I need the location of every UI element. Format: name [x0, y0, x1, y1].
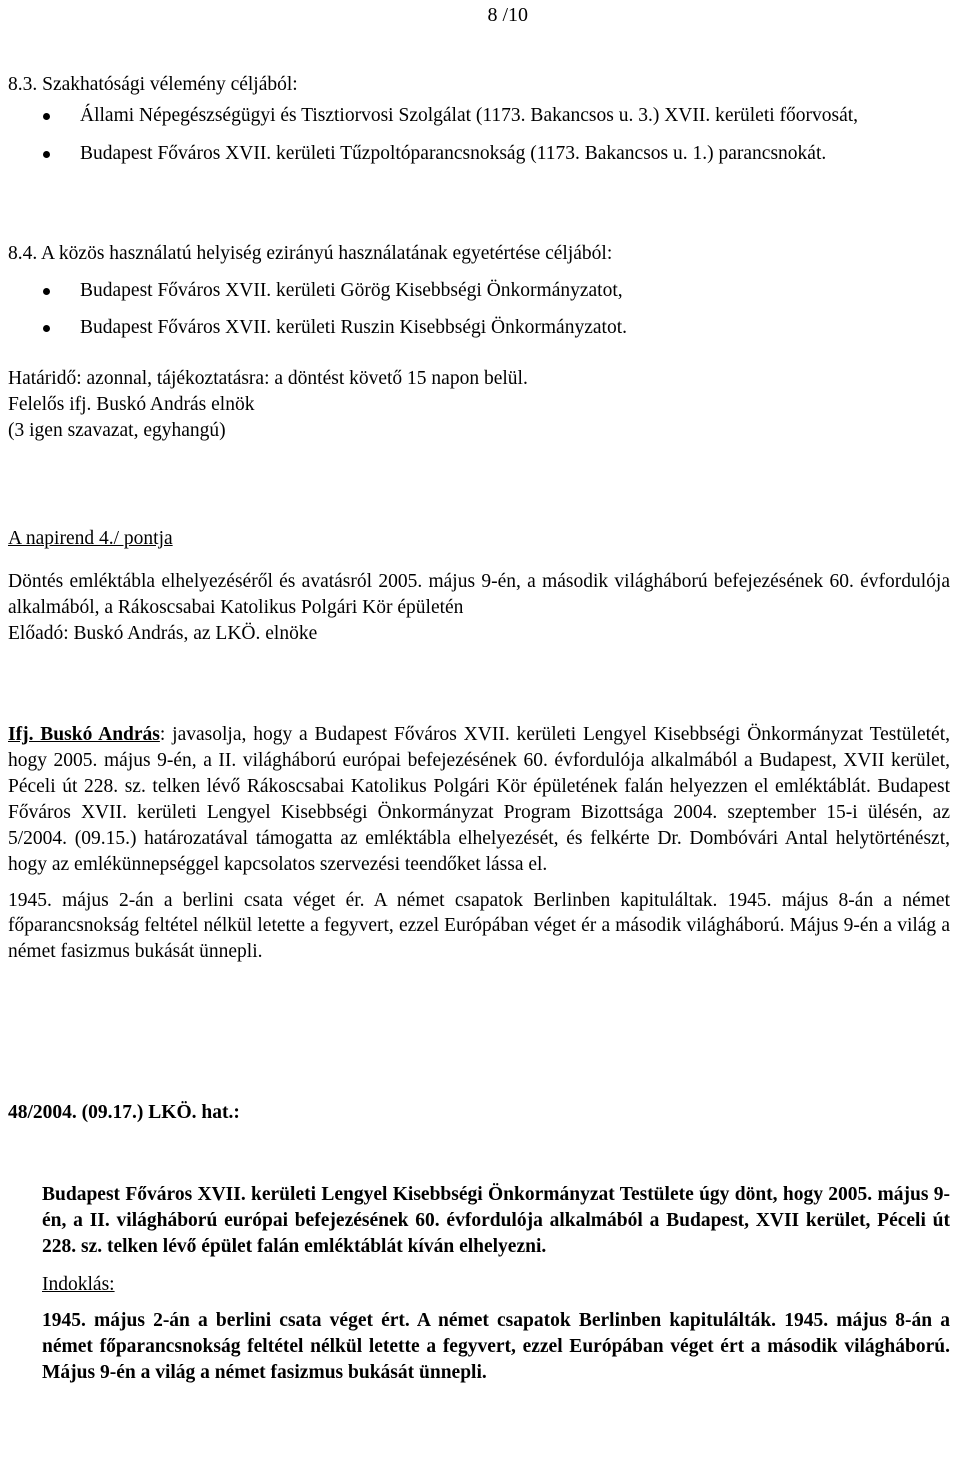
- section-8-4: [8, 241, 950, 341]
- deadline: Határidő: azonnal, tájékoztatásra: a döntést követő 15 napon belül.: [8, 368, 528, 389]
- justification: [8, 1272, 950, 1386]
- agenda-presenter: Előadó: Buskó András, az LKÖ. elnöke: [8, 622, 318, 644]
- item-number: [8, 1182, 42, 1208]
- list-item: Budapest Főváros XVII. kerületi Görög Kisebbségi Önkormányzatot,: [8, 278, 950, 304]
- proposal-text: [8, 722, 950, 878]
- justification-label: Indoklás:: [42, 1273, 115, 1295]
- agenda-block: [8, 526, 950, 647]
- agenda-subject: Döntés emléktábla elhelyezéséről és avatásról 2005. május 9-én, a második világháború befejezésének 60. évfordulója alkalmából, a Rákoscsabai Katolikus Polgári Kör épületén: [8, 570, 950, 618]
- speaker-name: Ifj. Buskó András: [8, 724, 160, 745]
- page-number: 8 /10: [487, 4, 528, 26]
- vote-result: (3 igen szavazat, egyhangú): [8, 419, 226, 441]
- proposal-body: : javasolja, hogy a Budapest Főváros XVII. kerületi Lengyel Kisebbségi Önkormányzat Testületét, hogy 2005. május 9-én, a II. világháború európai befejezésének 60. évfordulója alkalmából a Budapest, XVII kerület, Péceli út 228. sz. telken lévő Rákoscsabai Katolikus Polgári Kör épületének falán helyezzen el emléktáblát. Budapest Főváros XVII. kerületi Lengyel Kisebbségi Önkormányzat Program Bizottsága 2004. szeptember 15-i ülésén, az 5/2004. (09.15.) határozatával támogatta az emléktábla elhelyezését, és felkérte Dr. Dombóvári Antal helytörténészt, hogy az emlékünnepséggel kapcsolatos szervezési teendőket lássa el.: [8, 724, 950, 875]
- resolution-block: [8, 1182, 950, 1385]
- responsible: Felelős ifj. Buskó András elnök: [8, 393, 255, 415]
- section-heading: 8.4. A közös használatú helyiség ezirányú használatának egyetértése céljából:: [8, 243, 613, 264]
- section-heading: 8.3. Szakhatósági vélemény céljából:: [8, 74, 298, 95]
- list-item: Állami Népegészségügyi és Tisztiorvosi Szolgálat (1173. Bakancsos u. 3.) XVII. kerületi főorvosát,: [8, 103, 950, 129]
- resolution-text: Budapest Főváros XVII. kerületi Lengyel Kisebbségi Önkormányzat Testülete úgy dönt, hogy 2005. május 9-én, a II. világháború európai befejezésének 60. évfordulója alkalmából a Budapest, XVII kerület, Péceli út 228. sz. telken lévő épület falán emléktáblát kíván elhelyezni.: [42, 1184, 950, 1257]
- section-8-3: [8, 72, 950, 167]
- recipient-list: [8, 278, 950, 341]
- list-item: Budapest Főváros XVII. kerületi Ruszin Kisebbségi Önkormányzatot.: [8, 315, 950, 341]
- justification-text: 1945. május 2-án a berlini csata véget ért. A német csapatok Berlinben kapitulálták. 1945. május 8-án a német főparancsnokság feltétel nélkül letette a fegyvert, ezzel Európában véget ért a második világháború. Május 9-én a világ a német fasizmus bukását ünnepli.: [42, 1309, 950, 1383]
- resolution-item: [8, 1182, 950, 1260]
- list-item: Budapest Főváros XVII. kerületi Tűzpoltóparancsnokság (1173. Bakancsos u. 1.) parancsnokát.: [8, 141, 950, 167]
- recipient-list: [8, 103, 950, 167]
- proposal-block: [8, 722, 950, 965]
- history-text: 1945. május 2-án a berlini csata véget ér. A német csapatok Berlinben kapituláltak. 1945. május 8-án a német főparancsnokság feltétel nélkül letette a fegyvert, ezzel Európában véget ér a második világháború. Május 9-én a világ a német fasizmus bukását ünnepli.: [8, 889, 950, 963]
- agenda-title: A napirend 4./ pontja: [8, 528, 173, 549]
- resolution-title: 48/2004. (09.17.) LKÖ. hat.:: [8, 1102, 240, 1123]
- deadline-block: [8, 366, 950, 444]
